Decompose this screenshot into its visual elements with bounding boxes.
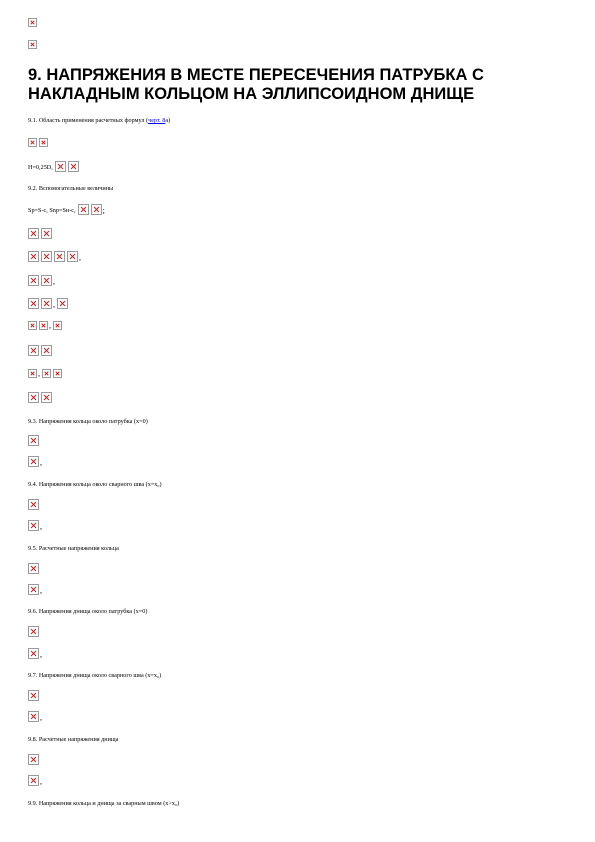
broken-image-icon (41, 228, 52, 239)
comma: , (53, 300, 55, 309)
broken-image-icon (54, 251, 65, 262)
comma: , (40, 650, 42, 659)
formula-image-row (28, 563, 39, 574)
broken-image-icon (28, 392, 39, 403)
formula-image-row (28, 275, 55, 286)
broken-image-icon (41, 345, 52, 356)
broken-image-icon (41, 275, 52, 286)
broken-image-icon (53, 321, 62, 330)
broken-image-icon (55, 161, 66, 172)
broken-image-icon (41, 392, 52, 403)
formula-image-row (28, 369, 62, 378)
formula-image-row (28, 345, 52, 356)
comma: , (40, 713, 42, 722)
formula-image-row (28, 138, 48, 147)
section-9-1-text: 9.1. Область применения расчетных формул ( (28, 117, 149, 124)
broken-image-icon (28, 275, 39, 286)
broken-image-icon (28, 321, 37, 330)
broken-image-icon (28, 40, 37, 49)
broken-image-icon (28, 711, 39, 722)
section-9-1-suffix: а) (165, 117, 171, 124)
image-row (28, 18, 37, 27)
comma: , (53, 277, 55, 286)
formula-image-row (28, 626, 39, 637)
formula-image-row (28, 228, 52, 239)
comma: , (79, 253, 81, 262)
drawing-link[interactable]: черт. 8 (148, 117, 166, 124)
broken-image-icon (28, 228, 39, 239)
broken-image-icon (28, 648, 39, 659)
formula-image-row (28, 754, 39, 765)
section-9-6: 9.6. Напряжения днища около патрубка (x=0) (28, 608, 148, 615)
formula-image-row (28, 499, 39, 510)
formula-sp-row (28, 204, 105, 215)
comma: , (40, 522, 42, 531)
broken-image-icon (28, 754, 39, 765)
formula-image-row (28, 321, 62, 330)
section-9-8: 9.8. Расчетные напряжения днища (28, 736, 119, 743)
broken-image-icon (28, 138, 37, 147)
broken-image-icon (39, 321, 48, 330)
formula-image-row (28, 251, 81, 262)
comma: , (40, 458, 42, 467)
formula-image-row (28, 648, 42, 659)
broken-image-icon (41, 251, 52, 262)
comma: , (49, 321, 51, 330)
formula-image-row (28, 690, 39, 701)
section-9-9: 9.9. Напряжения кольца и днища за сварным швом (x>x₀) (28, 800, 180, 807)
broken-image-icon (67, 251, 78, 262)
section-heading: 9. НАПРЯЖЕНИЯ В МЕСТЕ ПЕРЕСЕЧЕНИЯ ПАТРУБКА С НАКЛАДНЫМ КОЛЬЦОМ НА ЭЛЛИПСОИДНОМ ДНИЩЕ (28, 66, 484, 103)
broken-image-icon (28, 345, 39, 356)
broken-image-icon (28, 298, 39, 309)
formula-image-row (28, 775, 42, 786)
broken-image-icon (28, 369, 37, 378)
comma: , (40, 586, 42, 595)
formula-image-row (28, 711, 42, 722)
broken-image-icon (57, 298, 68, 309)
broken-image-icon (41, 298, 52, 309)
formula-h: H=0,25D, (28, 164, 53, 171)
broken-image-icon (28, 584, 39, 595)
broken-image-icon (28, 18, 37, 27)
comma: , (38, 369, 40, 378)
broken-image-icon (39, 138, 48, 147)
broken-image-icon (78, 204, 89, 215)
comma: , (40, 777, 42, 786)
broken-image-icon (28, 626, 39, 637)
formula-image-row (28, 435, 39, 446)
formula-sp: Sp=S-c, Snp=Sн-c, (28, 207, 76, 214)
section-9-2: 9.2. Вспомогательные величины (28, 185, 114, 192)
semicolon: ; (102, 206, 105, 215)
image-row (28, 40, 37, 49)
section-9-3: 9.3. Напряжения кольца около патрубка (x=0) (28, 418, 148, 425)
broken-image-icon (28, 563, 39, 574)
broken-image-icon (53, 369, 62, 378)
broken-image-icon (28, 251, 39, 262)
section-9-1 (28, 117, 170, 125)
section-9-5: 9.5. Расчетные напряжения кольца (28, 545, 119, 552)
broken-image-icon (28, 499, 39, 510)
broken-image-icon (28, 690, 39, 701)
broken-image-icon (28, 435, 39, 446)
formula-image-row (28, 584, 42, 595)
formula-h-row (28, 161, 79, 172)
formula-image-row (28, 456, 42, 467)
broken-image-icon (42, 369, 51, 378)
broken-image-icon (28, 520, 39, 531)
formula-image-row (28, 520, 42, 531)
broken-image-icon (28, 775, 39, 786)
formula-image-row (28, 392, 52, 403)
formula-image-row (28, 298, 68, 309)
section-9-7: 9.7. Напряжения днища около сварного шва (x=x₀) (28, 672, 162, 679)
broken-image-icon (68, 161, 79, 172)
broken-image-icon (28, 456, 39, 467)
section-9-4: 9.4. Напряжения кольца около сварного шва (x=x₀) (28, 481, 162, 488)
broken-image-icon (91, 204, 102, 215)
